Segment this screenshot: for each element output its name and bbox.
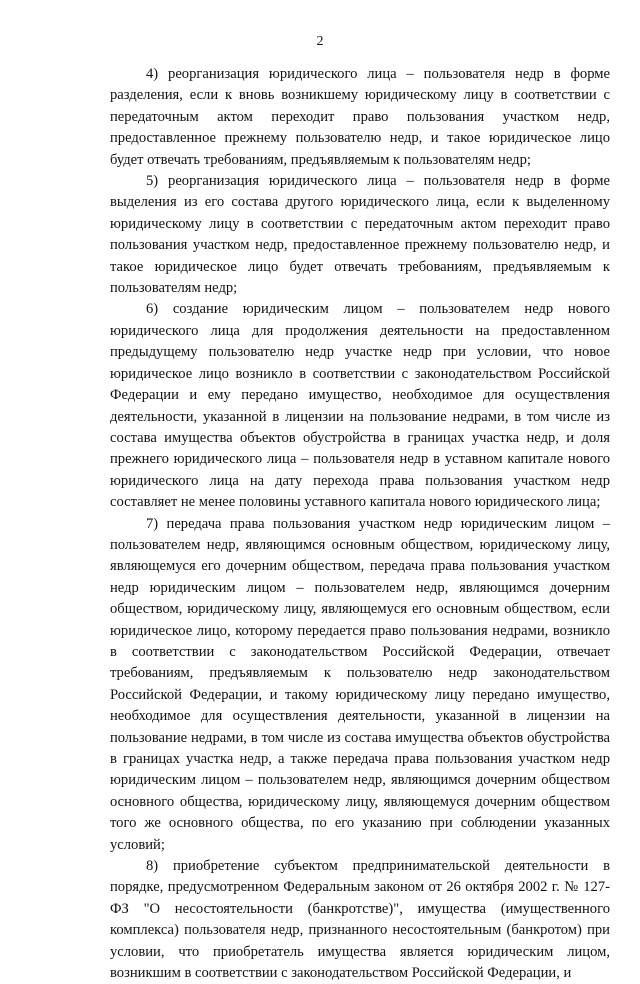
document-body: [110, 64, 610, 984]
paragraph-item-5: 5) реорганизация юридического лица – пользователя недр в форме выделения из его состава другого юридического лица, если к выделенному юридическому лицу в соответствии с передаточным актом переходит право пользования участком недр, предоставленное прежнему пользователю недр, и такое юридическое лицо будет отвечать требованиям, предъявляемым к пользователям недр;: [110, 173, 610, 297]
paragraph-item-7: 7) передача права пользования участком недр юридическим лицом – пользователем недр, являющимся основным обществом, юридическому лицу, являющемуся его дочерним обществом, передача права пользования участком недр юридическим лицом – пользователем недр, являющимся дочерним обществом, юридическому лицу, являющемуся его основным обществом, если юридическое лицо, которому передается право пользования недрами, возникло в соответствии с законодательством Российской Федерации, отвечает требованиям, предъявляемым к пользователю недр законодательством Российской Федерации, и такому юридическому лицу передано имущество, необходимое для осуществления деятельности, указанной в лицензии на пользование недрами, в том числе из состава имущества объектов обустройства в границах участка недр, а также передача права пользования участком недр юридическим лицом – пользователем недр, являющимся дочерним обществом основного общества, юридическому лицу, являющемуся дочерним обществом того же основного общества, по его указанию при соблюдении указанных условий;: [110, 515, 610, 853]
paragraph-item-4: 4) реорганизация юридического лица – пользователя недр в форме разделения, если к вновь возникшему юридическому лицу в соответствии с передаточным актом переходит право пользования участком недр, предоставленное прежнему пользователю недр, и такое юридическое лицо будет отвечать требованиям, предъявляемым к пользователям недр;: [110, 66, 610, 168]
paragraph-item-8: 8) приобретение субъектом предпринимательской деятельности в порядке, предусмотренном Федеральным законом от 26 октября 2002 г. № 127-ФЗ "О несостоятельности (банкротстве)", имущества (имущественного комплекса) пользователя недр, признанного несостоятельным (банкротом) при условии, что приобретатель имущества является юридическим лицом, возникшим в соответствии с законодательством Российской Федерации, и: [110, 858, 610, 982]
page-number: 2: [316, 34, 324, 49]
paragraph-item-6: 6) создание юридическим лицом – пользователем недр нового юридического лица для продолжения деятельности на предоставленном предыдущему пользователю недр участке недр при условии, что новое юридическое лицо возникло в соответствии с законодательством Российской Федерации и ему передано имущество, необходимое для осуществления деятельности, указанной в лицензии на пользование недрами, в том числе из состава имущества объектов обустройства в границах участка недр, и доля прежнего юридического лица – пользователя недр в уставном капитале нового юридического лица на дату перехода права пользования участком недр составляет не менее половины уставного капитала нового юридического лица;: [110, 301, 610, 511]
